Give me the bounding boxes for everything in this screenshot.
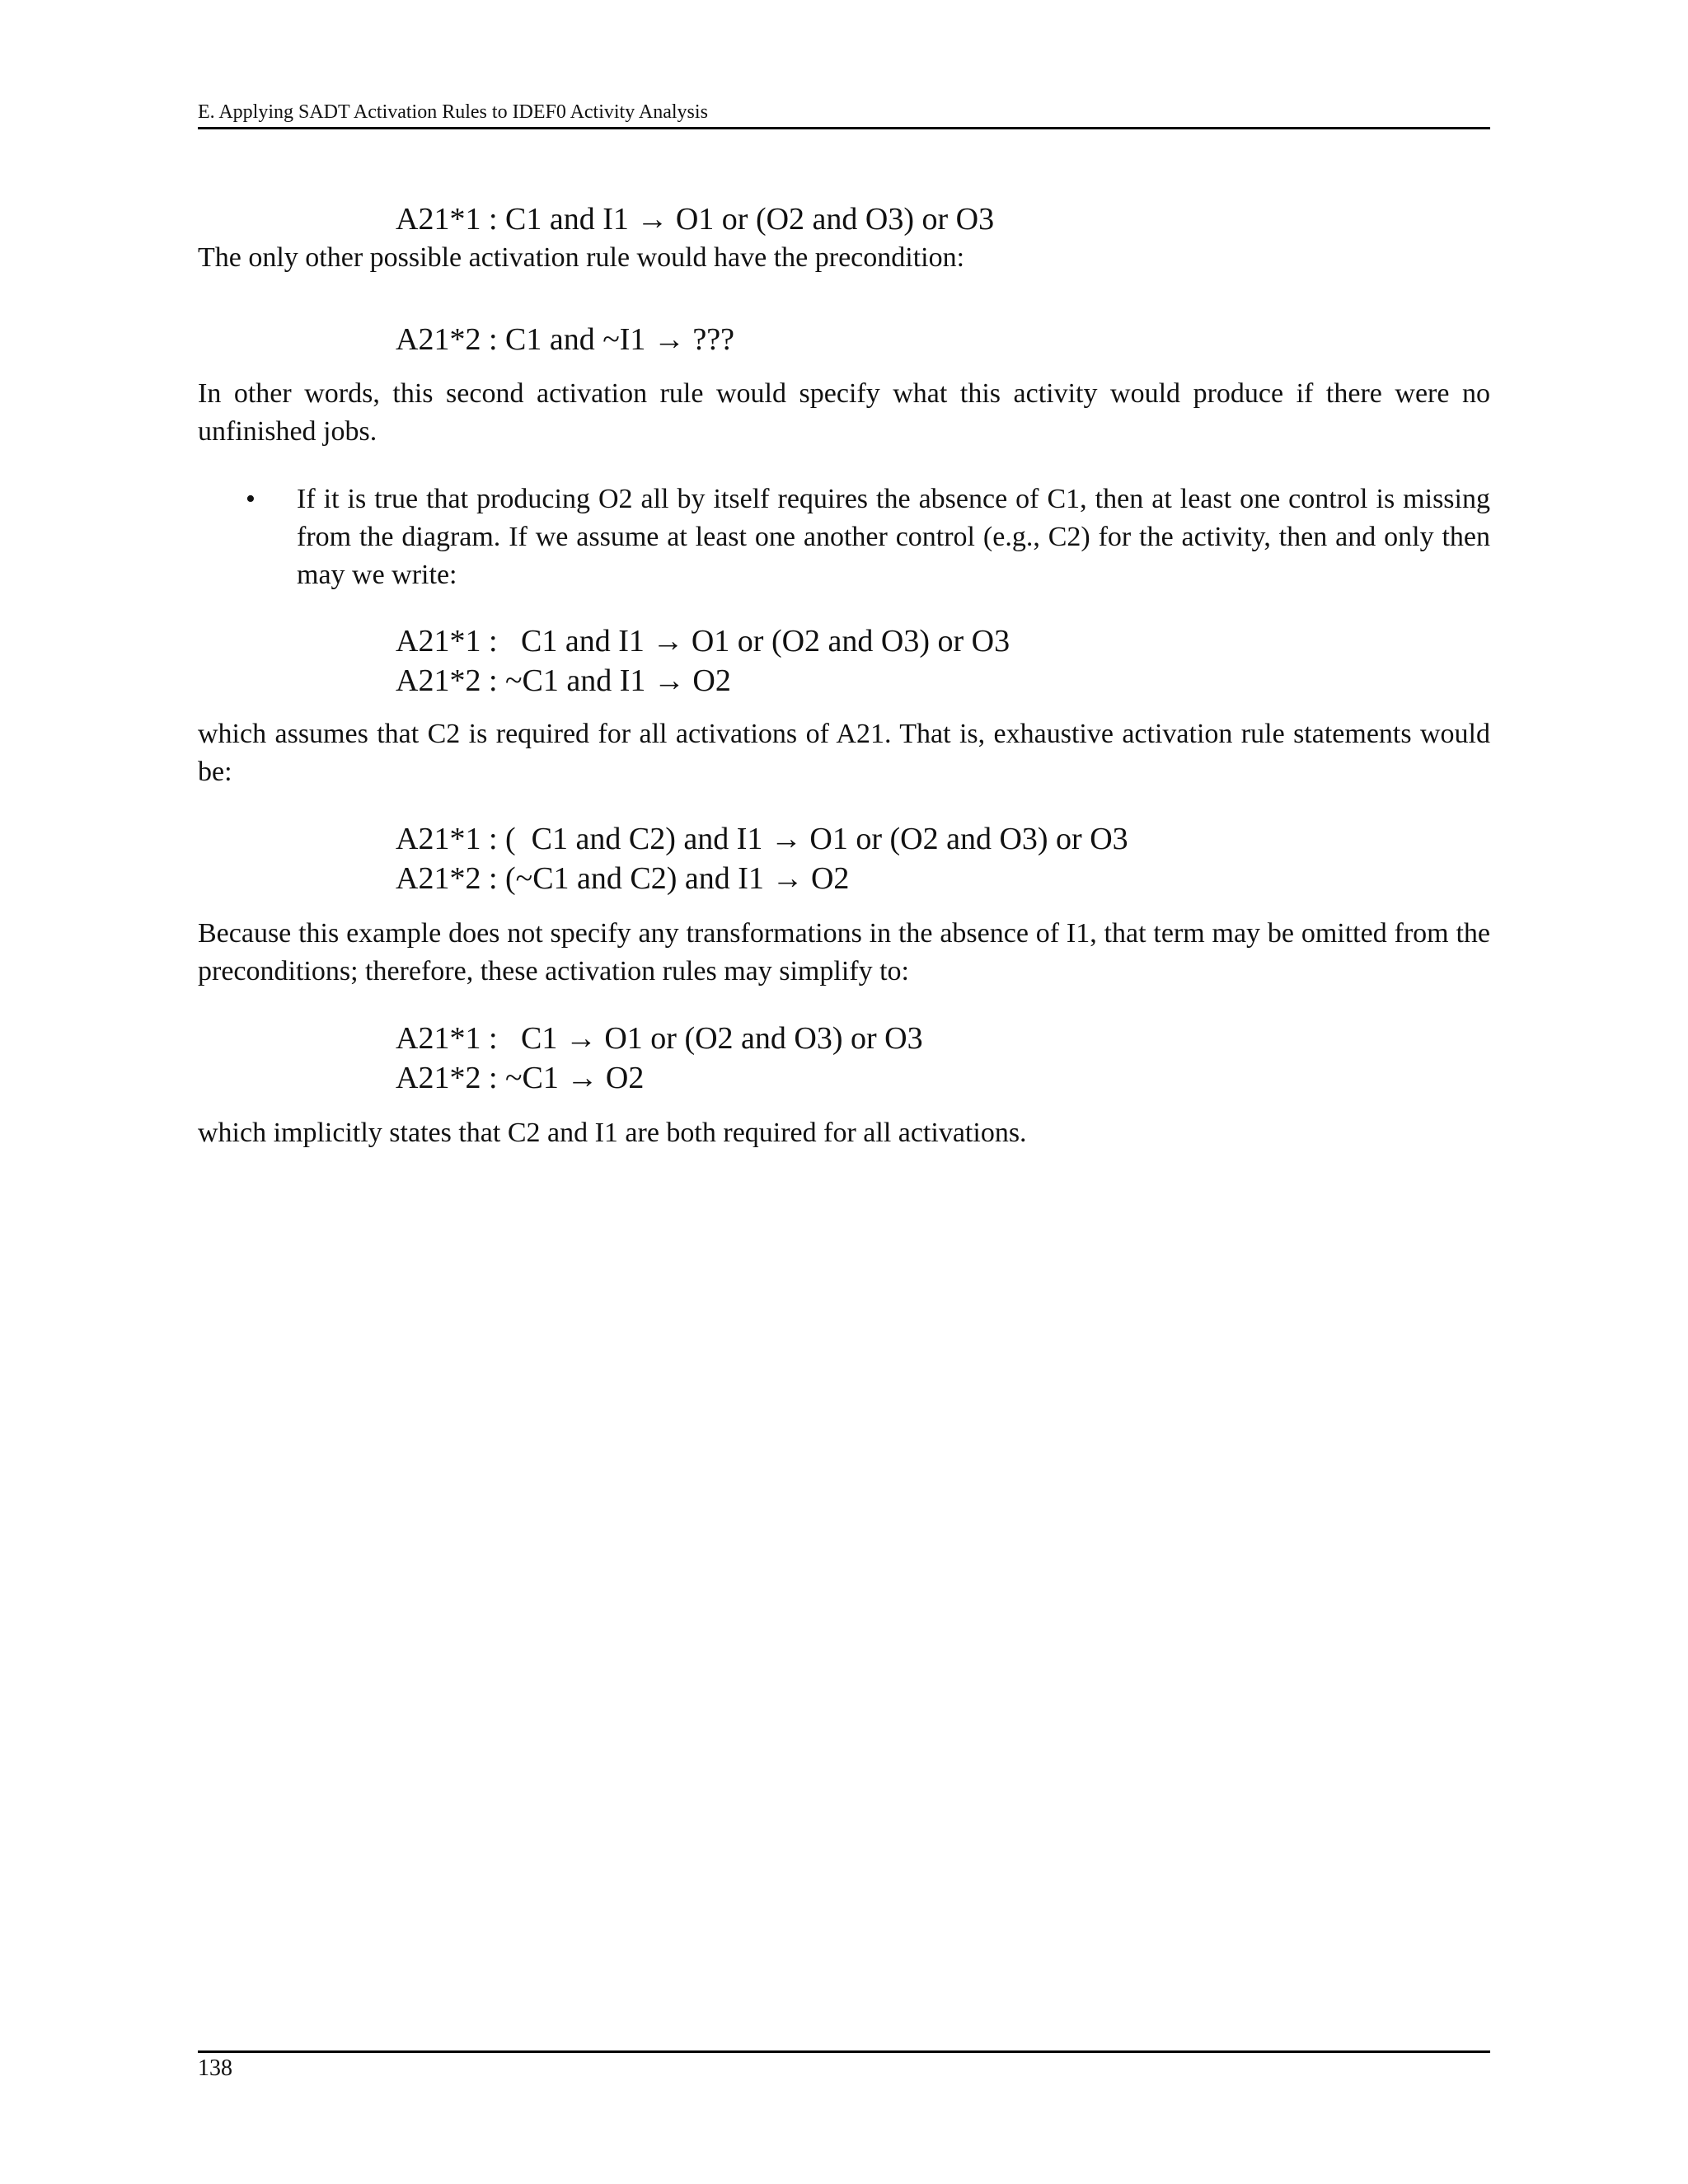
formula-a21-2: A21*2 : C1 and ~I1 → ???	[396, 322, 735, 357]
paragraph-simplify: Because this example does not specify any transformations in the absence of I1, that term may be omitted from the preconditions; therefore, these activation rules may simplify to:	[198, 918, 1490, 987]
formula-a21-2-simplified: A21*2 : ~C1 → O2	[396, 1061, 645, 1095]
formula-a21-1-exhaustive: A21*1 : ( C1 and C2) and I1 → O1 or (O2 and O3) or O3	[396, 822, 1128, 856]
paragraph-in-other-words: In other words, this second activation rule would specify what this activity would produce if there were no unfinished jobs.	[198, 378, 1490, 447]
formula-a21-2-not-c1: A21*2 : ~C1 and I1 → O2	[396, 663, 731, 698]
paragraph-implicit: which implicitly states that C2 and I1 are both required for all activations.	[198, 1118, 1027, 1148]
bullet-item-o2-absence-c1: If it is true that producing O2 all by itself requires the absence of C1, then at least one control is missing from the diagram. If we assume at least one another control (e.g., C2) for the activity, then and only then may we write:	[297, 484, 1490, 590]
formula-a21-1-with-c1: A21*1 : C1 and I1 → O1 or (O2 and O3) or O3	[396, 624, 1010, 658]
formula-a21-1-simplified: A21*1 : C1 → O1 or (O2 and O3) or O3	[396, 1021, 923, 1056]
footer-rule	[198, 2050, 1490, 2053]
header-rule	[198, 127, 1490, 129]
bullet-marker: •	[246, 484, 256, 514]
running-header: E. Applying SADT Activation Rules to IDEF0 Activity Analysis	[198, 101, 708, 123]
paragraph-precondition-intro: The only other possible activation rule would have the precondition:	[198, 242, 965, 273]
page-number: 138	[198, 2055, 232, 2081]
formula-a21-1: A21*1 : C1 and I1 → O1 or (O2 and O3) or O3	[396, 202, 995, 237]
formula-a21-2-exhaustive: A21*2 : (~C1 and C2) and I1 → O2	[396, 861, 850, 896]
paragraph-c2-required: which assumes that C2 is required for all activations of A21. That is, exhaustive activation rule statements would be:	[198, 719, 1490, 787]
